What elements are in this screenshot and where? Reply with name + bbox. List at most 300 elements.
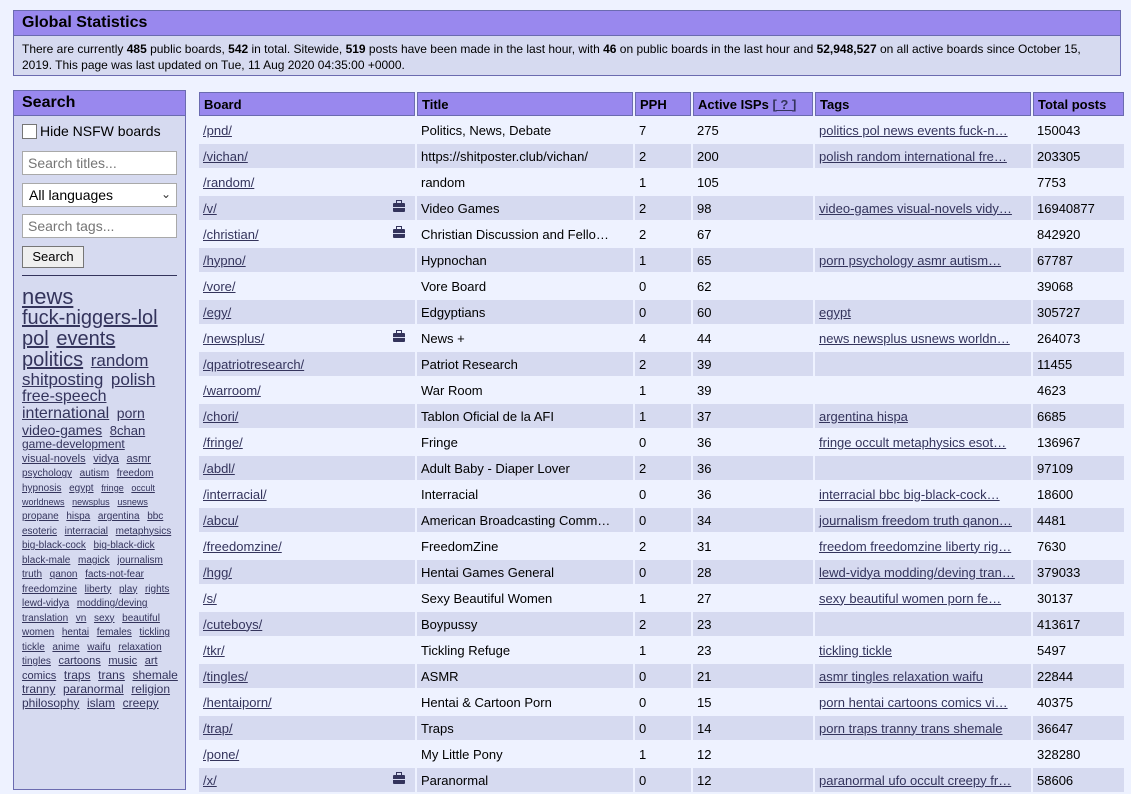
- tag-cloud-link[interactable]: females: [96, 627, 132, 639]
- active-isps-cell: 37: [693, 404, 813, 428]
- tag-cloud-link[interactable]: paranormal: [62, 682, 124, 697]
- tag-cloud-link[interactable]: random: [90, 351, 149, 371]
- board-title-cell: My Little Pony: [417, 742, 633, 766]
- board-cell: [199, 456, 415, 480]
- tags-cell: [815, 352, 1031, 376]
- board-link[interactable]: /cuteboys/: [203, 616, 263, 632]
- pph-cell: 0: [635, 716, 691, 740]
- tag-links[interactable]: news newsplus usnews worldn…: [819, 330, 1010, 346]
- table-row: [199, 586, 1124, 610]
- table-row: [199, 170, 1124, 194]
- search-button[interactable]: Search: [22, 246, 84, 268]
- search-titles-input[interactable]: Search titles...: [22, 151, 177, 175]
- tag-cloud-link[interactable]: metaphysics: [115, 525, 172, 537]
- pph-cell: 0: [635, 508, 691, 532]
- tag-cloud-link[interactable]: qanon: [49, 569, 78, 581]
- board-cell: [199, 768, 415, 792]
- board-cell: [199, 508, 415, 532]
- table-row: [199, 456, 1124, 480]
- total-posts-cell: 97109: [1033, 456, 1124, 480]
- board-title-cell: War Room: [417, 378, 633, 402]
- board-link[interactable]: /qpatriotresearch/: [203, 356, 305, 372]
- table-row: [199, 690, 1124, 714]
- board-link[interactable]: /vichan/: [203, 148, 248, 164]
- active-isps-help-link[interactable]: [ ? ]: [772, 96, 797, 112]
- tag-cloud-link[interactable]: play: [118, 583, 138, 595]
- tag-cloud-link[interactable]: rights: [144, 583, 170, 595]
- board-link[interactable]: /warroom/: [203, 382, 261, 398]
- tag-cloud: [22, 285, 182, 709]
- tag-cloud-link[interactable]: freedomzine: [22, 583, 78, 595]
- tag-cloud-link[interactable]: shemale: [132, 667, 178, 682]
- pph-cell: 2: [635, 456, 691, 480]
- tag-cloud-link[interactable]: events: [56, 328, 116, 351]
- total-posts-cell: 413617: [1033, 612, 1124, 636]
- total-posts-cell: 136967: [1033, 430, 1124, 454]
- active-isps-cell: 98: [693, 196, 813, 220]
- board-title-cell: Hentai & Cartoon Porn: [417, 690, 633, 714]
- tag-links[interactable]: interracial bbc big-black-cock…: [819, 486, 1000, 502]
- tags-cell: [815, 222, 1031, 246]
- board-link[interactable]: /hypno/: [203, 252, 246, 268]
- board-title-cell: Edgyptians: [417, 300, 633, 324]
- stats-text-4: posts have been made in the last hour, with: [365, 42, 604, 56]
- tag-cloud-link[interactable]: 8chan: [109, 422, 146, 438]
- tag-cloud-link[interactable]: sexy: [93, 612, 115, 624]
- tag-cloud-link[interactable]: art: [144, 655, 158, 668]
- pph-cell: 1: [635, 742, 691, 766]
- board-cell: [199, 612, 415, 636]
- tag-cloud-link[interactable]: pol: [22, 328, 49, 351]
- tag-links[interactable]: polish random international fre…: [819, 148, 1007, 164]
- pph-cell: 1: [635, 404, 691, 428]
- board-title-cell: Tablon Oficial de la AFI: [417, 404, 633, 428]
- tag-links[interactable]: porn traps tranny trans shemale: [819, 720, 1003, 736]
- divider: [22, 275, 177, 276]
- tag-cloud-link[interactable]: polish: [110, 370, 156, 390]
- board-cell: [199, 534, 415, 558]
- active-isps-cell: 275: [693, 118, 813, 142]
- pph-cell: 1: [635, 378, 691, 402]
- board-cell: [199, 170, 415, 194]
- board-title-cell: random: [417, 170, 633, 194]
- board-cell: [199, 586, 415, 610]
- tag-cloud-link[interactable]: usnews: [117, 497, 148, 508]
- pph-cell: 1: [635, 586, 691, 610]
- board-cell: [199, 326, 415, 350]
- tag-cloud-link[interactable]: bbc: [147, 511, 164, 523]
- tag-cloud-link[interactable]: facts-not-fear: [85, 569, 144, 581]
- tag-cloud-link[interactable]: freedom: [116, 468, 154, 480]
- active-isps-cell: 60: [693, 300, 813, 324]
- board-title-cell: FreedomZine: [417, 534, 633, 558]
- tag-cloud-link[interactable]: newsplus: [72, 497, 110, 508]
- stats-text-3: in total. Sitewide,: [248, 42, 346, 56]
- pph-cell: 1: [635, 638, 691, 662]
- board-cell: [199, 144, 415, 168]
- board-link[interactable]: /abdl/: [203, 460, 235, 476]
- active-isps-cell: 105: [693, 170, 813, 194]
- board-cell: [199, 378, 415, 402]
- board-link[interactable]: /pnd/: [203, 122, 232, 138]
- tag-cloud-link[interactable]: occult: [131, 482, 155, 493]
- tags-cell: [815, 274, 1031, 298]
- tag-cloud-link[interactable]: beautiful: [122, 612, 160, 624]
- board-link[interactable]: /christian/: [203, 226, 259, 242]
- active-isps-cell: 62: [693, 274, 813, 298]
- tag-links[interactable]: fringe occult metaphysics esot…: [819, 434, 1007, 450]
- board-cell: [199, 430, 415, 454]
- tag-cloud-link[interactable]: journalism: [117, 554, 163, 566]
- active-isps-cell: 12: [693, 742, 813, 766]
- tags-cell: [815, 378, 1031, 402]
- tag-cloud-link[interactable]: asmr: [126, 452, 151, 465]
- tags-cell: [815, 716, 1031, 740]
- board-cell: [199, 690, 415, 714]
- board-link[interactable]: /hgg/: [203, 564, 232, 580]
- tag-cloud-link[interactable]: lewd-vidya: [22, 598, 70, 610]
- table-row: [199, 196, 1124, 220]
- tag-cloud-link[interactable]: hypnosis: [22, 482, 62, 494]
- tag-links[interactable]: tickling tickle: [819, 642, 892, 658]
- tag-cloud-link[interactable]: fringe: [101, 482, 124, 493]
- board-cell: [199, 196, 415, 220]
- table-row: [199, 742, 1124, 766]
- tags-cell: [815, 586, 1031, 610]
- pph-cell: 0: [635, 664, 691, 688]
- tag-cloud-link[interactable]: visual-novels: [22, 452, 86, 465]
- tag-cloud-link[interactable]: tingles: [22, 656, 51, 668]
- board-link[interactable]: /x/: [203, 772, 217, 788]
- total-posts-cell: 203305: [1033, 144, 1124, 168]
- board-cell: [199, 742, 415, 766]
- board-link[interactable]: /chori/: [203, 408, 239, 424]
- language-select[interactable]: [22, 183, 177, 207]
- board-link[interactable]: /abcu/: [203, 512, 239, 528]
- tags-cell: [815, 456, 1031, 480]
- pph-cell: 0: [635, 482, 691, 506]
- tag-cloud-link[interactable]: truth: [22, 569, 43, 581]
- tags-cell: [815, 742, 1031, 766]
- tags-cell: [815, 612, 1031, 636]
- board-cell: [199, 638, 415, 662]
- tag-cloud-link[interactable]: magick: [77, 554, 110, 566]
- tag-cloud-link[interactable]: modding/deving: [76, 598, 148, 610]
- tags-cell: [815, 404, 1031, 428]
- table-header-row: [199, 92, 1124, 116]
- tag-cloud-link[interactable]: news: [22, 284, 74, 309]
- active-isps-cell: 23: [693, 638, 813, 662]
- total-posts-cell: 18600: [1033, 482, 1124, 506]
- tags-cell: [815, 196, 1031, 220]
- total-posts-cell: 58606: [1033, 768, 1124, 792]
- active-isps-cell: 34: [693, 508, 813, 532]
- active-isps-cell: 39: [693, 378, 813, 402]
- tag-cloud-link[interactable]: trans: [98, 667, 125, 682]
- public-boards-count: 485: [126, 42, 147, 56]
- board-cell: [199, 716, 415, 740]
- tags-cell: [815, 664, 1031, 688]
- language-select-value: All languages: [29, 187, 114, 203]
- board-cell: [199, 118, 415, 142]
- active-isps-cell: 21: [693, 664, 813, 688]
- table-row: [199, 404, 1124, 428]
- tags-cell: [815, 300, 1031, 324]
- board-link[interactable]: /v/: [203, 200, 217, 216]
- briefcase-icon: [393, 333, 405, 342]
- briefcase-icon: [393, 229, 405, 238]
- tag-cloud-link[interactable]: propane: [22, 511, 59, 523]
- table-row: [199, 378, 1124, 402]
- tag-cloud-link[interactable]: shitposting: [22, 370, 104, 390]
- tag-cloud-link[interactable]: cartoons: [58, 655, 101, 668]
- total-posts-cell: 11455: [1033, 352, 1124, 376]
- tag-cloud-link[interactable]: vn: [75, 612, 87, 624]
- pph-cell: 2: [635, 144, 691, 168]
- tag-cloud-link[interactable]: vidya: [93, 452, 119, 465]
- board-title-cell: Christian Discussion and Fello…: [417, 222, 633, 246]
- tag-cloud-link[interactable]: free-speech: [22, 387, 107, 405]
- table-row: [199, 300, 1124, 324]
- board-link[interactable]: /tingles/: [203, 668, 248, 684]
- pph-cell: 1: [635, 248, 691, 272]
- board-title-cell: Fringe: [417, 430, 633, 454]
- tags-cell: [815, 690, 1031, 714]
- board-link[interactable]: /random/: [203, 174, 255, 190]
- global-statistics-text: [14, 36, 1120, 73]
- tag-cloud-link[interactable]: waifu: [87, 641, 111, 653]
- tag-cloud-link[interactable]: religion: [131, 682, 171, 697]
- tag-cloud-link[interactable]: autism: [79, 468, 110, 480]
- pph-cell: 2: [635, 196, 691, 220]
- pph-cell: 2: [635, 612, 691, 636]
- total-posts-cell: 39068: [1033, 274, 1124, 298]
- active-isps-cell: 14: [693, 716, 813, 740]
- board-title-cell: Politics, News, Debate: [417, 118, 633, 142]
- tag-cloud-link[interactable]: international: [22, 404, 110, 422]
- tag-cloud-link[interactable]: politics: [22, 349, 84, 372]
- tag-links[interactable]: lewd-vidya modding/deving tran…: [819, 564, 1015, 580]
- tag-cloud-link[interactable]: worldnews: [22, 497, 65, 508]
- tag-cloud-link[interactable]: traps: [63, 667, 91, 682]
- tag-cloud-link[interactable]: psychology: [22, 468, 73, 480]
- hide-nsfw-label: Hide NSFW boards: [40, 123, 161, 139]
- pph-cell: 4: [635, 326, 691, 350]
- active-isps-cell: 28: [693, 560, 813, 584]
- boards-table: [197, 90, 1126, 794]
- table-row: [199, 248, 1124, 272]
- board-title-cell: Vore Board: [417, 274, 633, 298]
- board-title-cell: Interracial: [417, 482, 633, 506]
- tag-links[interactable]: politics pol news events fuck-n…: [819, 122, 1008, 138]
- total-boards-count: 542: [228, 42, 249, 56]
- total-posts-cell: 30137: [1033, 586, 1124, 610]
- tag-links[interactable]: journalism freedom truth qanon…: [819, 512, 1012, 528]
- tag-cloud-link[interactable]: comics: [22, 669, 57, 682]
- board-title-cell: Traps: [417, 716, 633, 740]
- board-link[interactable]: /hentaiporn/: [203, 694, 272, 710]
- active-isps-cell: 200: [693, 144, 813, 168]
- table-row: [199, 352, 1124, 376]
- tag-links[interactable]: sexy beautiful women porn fe…: [819, 590, 1002, 606]
- tag-cloud-link[interactable]: interracial: [64, 525, 108, 537]
- board-cell: [199, 248, 415, 272]
- total-posts-cell: 305727: [1033, 300, 1124, 324]
- board-link[interactable]: /newsplus/: [203, 330, 265, 346]
- tag-links[interactable]: egypt: [819, 304, 851, 320]
- tag-cloud-link[interactable]: tickling: [139, 627, 170, 639]
- table-row: [199, 222, 1124, 246]
- pph-cell: 2: [635, 534, 691, 558]
- active-isps-cell: 31: [693, 534, 813, 558]
- tag-cloud-link[interactable]: relaxation: [118, 641, 162, 653]
- board-title-cell: Hentai Games General: [417, 560, 633, 584]
- total-posts-cell: 379033: [1033, 560, 1124, 584]
- table-row: [199, 482, 1124, 506]
- tags-cell: [815, 768, 1031, 792]
- search-tags-input[interactable]: Search tags...: [22, 214, 177, 238]
- tag-links[interactable]: video-games visual-novels vidy…: [819, 200, 1012, 216]
- board-link[interactable]: /freedomzine/: [203, 538, 282, 554]
- tag-cloud-link[interactable]: translation: [22, 612, 69, 624]
- tag-cloud-link[interactable]: big-black-cock: [22, 540, 86, 552]
- tag-cloud-link[interactable]: tickle: [22, 641, 45, 653]
- pph-cell: 0: [635, 560, 691, 584]
- tag-cloud-link[interactable]: women: [22, 627, 55, 639]
- total-posts-cell: 7630: [1033, 534, 1124, 558]
- table-row: [199, 664, 1124, 688]
- total-posts-cell: 150043: [1033, 118, 1124, 142]
- tag-links[interactable]: paranormal ufo occult creepy fr…: [819, 772, 1012, 788]
- stats-text-1: There are currently: [22, 42, 127, 56]
- search-panel: [13, 90, 186, 790]
- tag-cloud-link[interactable]: game-development: [22, 437, 125, 452]
- tag-links[interactable]: argentina hispa: [819, 408, 908, 424]
- tag-links[interactable]: asmr tingles relaxation waifu: [819, 668, 984, 684]
- board-title-cell: Paranormal: [417, 768, 633, 792]
- tag-cloud-link[interactable]: creepy: [122, 695, 159, 710]
- board-title-cell: Tickling Refuge: [417, 638, 633, 662]
- board-link[interactable]: /vore/: [203, 278, 236, 294]
- board-link[interactable]: /s/: [203, 590, 217, 606]
- board-cell: [199, 222, 415, 246]
- total-posts-cell: 4623: [1033, 378, 1124, 402]
- column-header-active-isps[interactable]: [693, 92, 813, 116]
- column-header-board[interactable]: Board: [199, 92, 415, 116]
- active-isps-cell: 36: [693, 430, 813, 454]
- tag-cloud-link[interactable]: hispa: [66, 511, 91, 523]
- tag-links[interactable]: porn hentai cartoons comics vi…: [819, 694, 1008, 710]
- tag-links[interactable]: porn psychology asmr autism…: [819, 252, 1002, 268]
- tag-cloud-link[interactable]: argentina: [97, 511, 140, 523]
- tag-cloud-link[interactable]: liberty: [84, 583, 112, 595]
- hide-nsfw-toggle[interactable]: [22, 123, 161, 139]
- column-header-total-posts[interactable]: Total posts: [1033, 92, 1124, 116]
- tags-cell: [815, 248, 1031, 272]
- board-link[interactable]: /fringe/: [203, 434, 243, 450]
- tag-cloud-link[interactable]: music: [108, 655, 138, 668]
- total-posts-cell: 328280: [1033, 742, 1124, 766]
- tag-cloud-link[interactable]: esoteric: [22, 525, 58, 537]
- table-row: [199, 326, 1124, 350]
- table-row: [199, 144, 1124, 168]
- board-link[interactable]: /tkr/: [203, 642, 225, 658]
- table-row: [199, 118, 1124, 142]
- search-title: Search: [14, 91, 185, 116]
- board-cell: [199, 300, 415, 324]
- table-row: [199, 560, 1124, 584]
- pph-cell: 0: [635, 430, 691, 454]
- total-posts-cell: 16940877: [1033, 196, 1124, 220]
- pph-cell: 7: [635, 118, 691, 142]
- total-posts-cell: 4481: [1033, 508, 1124, 532]
- board-title-cell: https://shitposter.club/vichan/: [417, 144, 633, 168]
- tags-cell: [815, 560, 1031, 584]
- active-isps-cell: 36: [693, 482, 813, 506]
- hide-nsfw-checkbox[interactable]: [22, 124, 37, 139]
- global-statistics-panel: [13, 10, 1121, 76]
- active-isps-cell: 39: [693, 352, 813, 376]
- table-row: [199, 274, 1124, 298]
- table-row: [199, 768, 1124, 792]
- tag-cloud-link[interactable]: big-black-dick: [93, 540, 155, 552]
- table-row: [199, 430, 1124, 454]
- total-posts-cell: 842920: [1033, 222, 1124, 246]
- column-header-title[interactable]: Title: [417, 92, 633, 116]
- board-title-cell: American Broadcasting Comm…: [417, 508, 633, 532]
- board-link[interactable]: /pone/: [203, 746, 240, 762]
- tag-cloud-link[interactable]: porn: [116, 404, 145, 421]
- active-isps-cell: 67: [693, 222, 813, 246]
- pph-cell: 0: [635, 300, 691, 324]
- pph-cell: 0: [635, 690, 691, 714]
- tag-cloud-link[interactable]: hentai: [61, 627, 90, 639]
- posts-hour-count: 519: [345, 42, 366, 56]
- chevron-down-icon: ⌄: [160, 187, 171, 201]
- total-posts-cell: 67787: [1033, 248, 1124, 272]
- tag-cloud-link[interactable]: fuck-niggers-lol: [22, 307, 158, 330]
- tag-cloud-link[interactable]: islam: [87, 695, 116, 710]
- board-cell: [199, 404, 415, 428]
- active-isps-cell: 23: [693, 612, 813, 636]
- board-link[interactable]: /trap/: [203, 720, 233, 736]
- tag-cloud-link[interactable]: egypt: [69, 482, 94, 494]
- board-title-cell: Sexy Beautiful Women: [417, 586, 633, 610]
- column-header-pph[interactable]: PPH: [635, 92, 691, 116]
- total-posts-cell: 40375: [1033, 690, 1124, 714]
- tags-cell: [815, 170, 1031, 194]
- tag-cloud-link[interactable]: anime: [52, 641, 80, 653]
- all-posts-count: 52,948,527: [816, 42, 877, 56]
- active-isps-cell: 12: [693, 768, 813, 792]
- active-isps-cell: 65: [693, 248, 813, 272]
- total-posts-cell: 6685: [1033, 404, 1124, 428]
- total-posts-cell: 7753: [1033, 170, 1124, 194]
- board-link[interactable]: /interracial/: [203, 486, 267, 502]
- tag-links[interactable]: freedom freedomzine liberty rig…: [819, 538, 1012, 554]
- column-header-tags[interactable]: Tags: [815, 92, 1031, 116]
- tag-cloud-link[interactable]: tranny: [22, 682, 56, 697]
- tag-cloud-link[interactable]: black-male: [22, 554, 71, 566]
- board-title-cell: ASMR: [417, 664, 633, 688]
- board-title-cell: Video Games: [417, 196, 633, 220]
- board-link[interactable]: /egy/: [203, 304, 232, 320]
- tag-cloud-link[interactable]: video-games: [22, 421, 103, 438]
- pph-cell: 1: [635, 170, 691, 194]
- tag-cloud-link[interactable]: philosophy: [22, 695, 80, 710]
- board-cell: [199, 274, 415, 298]
- table-row: [199, 638, 1124, 662]
